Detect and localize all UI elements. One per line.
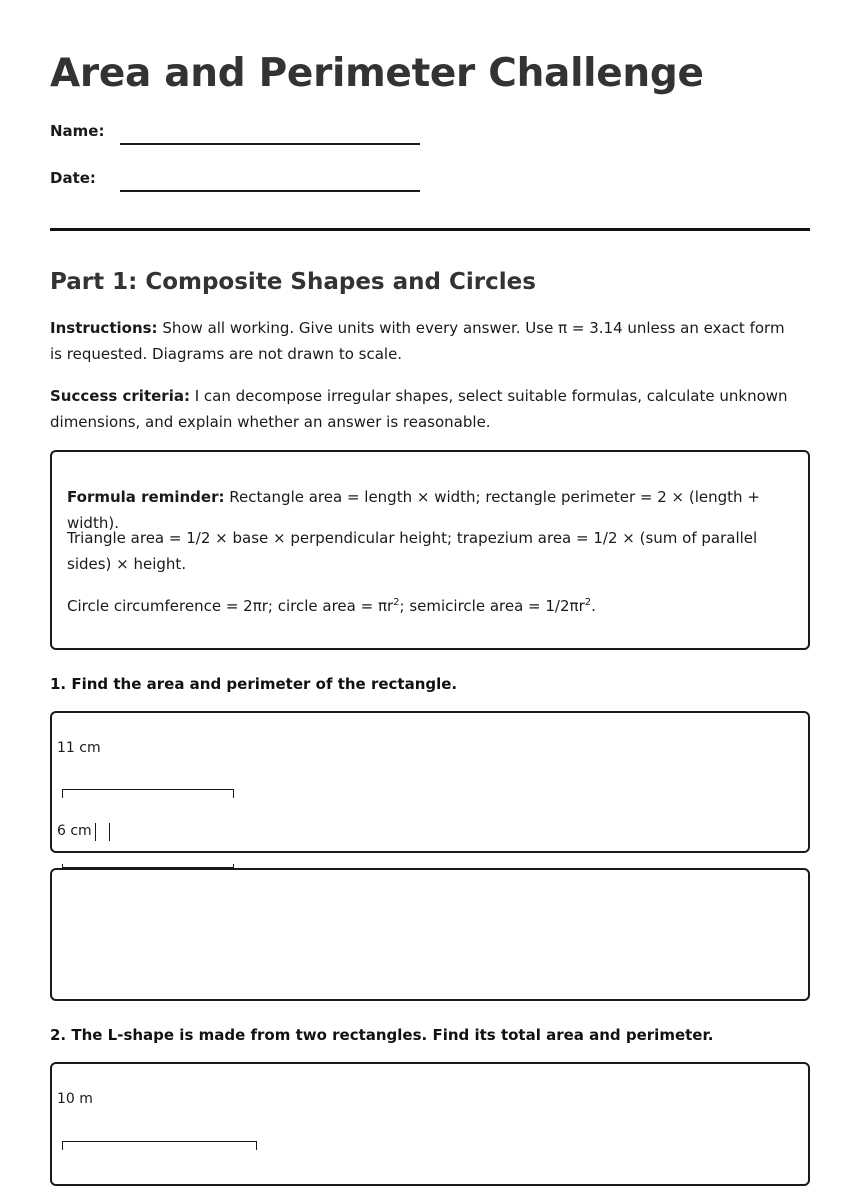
squared-superscript: 2 [393, 597, 400, 608]
part1-heading: Part 1: Composite Shapes and Circles [50, 269, 536, 295]
rectangle-width-label: 6 cm [57, 823, 92, 839]
header-divider [50, 228, 810, 231]
date-label: Date: [50, 169, 96, 187]
success-criteria-text: I can decompose irregular shapes, select suitable formulas, calculate unknown dimensions, and explain whether an answer is reasonable. [50, 387, 788, 431]
instructions-paragraph [50, 315, 790, 367]
name-field-line[interactable] [120, 143, 420, 145]
formula-line-triangle: Triangle area = 1/2 × base × perpendicular height; trapezium area = 1/2 × (sum of parallel sides) × height. [67, 529, 758, 573]
question-1-diagram-box [50, 711, 810, 853]
formula-circle-text-b: ; semicircle area = 1/2πr [399, 597, 585, 615]
question-1-prompt: 1. Find the area and perimeter of the rectangle. [50, 675, 458, 693]
question-2-diagram-box [50, 1062, 810, 1186]
success-criteria-paragraph [50, 383, 790, 435]
question-1-answer-box[interactable] [50, 868, 810, 1001]
formula-circle-text-a: Circle circumference = 2πr; circle area = πr [67, 597, 394, 615]
formula-reminder-label: Formula reminder: [67, 488, 225, 506]
l-shape-top-edge [62, 1141, 257, 1150]
success-criteria-label: Success criteria: [50, 387, 190, 405]
date-field-line[interactable] [120, 190, 420, 192]
name-label: Name: [50, 122, 105, 140]
rectangle-right-edge [109, 823, 110, 841]
rectangle-top-edge [62, 789, 234, 798]
squared-superscript-2: 2 [584, 597, 592, 608]
rectangle-left-edge [95, 823, 96, 841]
rectangle-bottom-edge-inner [62, 867, 234, 868]
instructions-label: Instructions: [50, 319, 158, 337]
formula-rectangle-text: Rectangle area = length × width; rectangle perimeter = 2 × (length + width). [67, 488, 760, 532]
page-title: Area and Perimeter Challenge [50, 51, 704, 96]
l-shape-length-label: 10 m [57, 1091, 93, 1107]
formula-line-circle [67, 593, 792, 619]
formula-circle-text-c: . [591, 597, 596, 615]
formula-reminder-box [50, 450, 810, 650]
instructions-text: Show all working. Give units with every answer. Use π = 3.14 unless an exact form is requested. Diagrams are not drawn to scale. [50, 319, 785, 363]
question-2-prompt: 2. The L-shape is made from two rectangles. Find its total area and perimeter. [50, 1026, 714, 1044]
rectangle-length-label: 11 cm [57, 740, 101, 756]
